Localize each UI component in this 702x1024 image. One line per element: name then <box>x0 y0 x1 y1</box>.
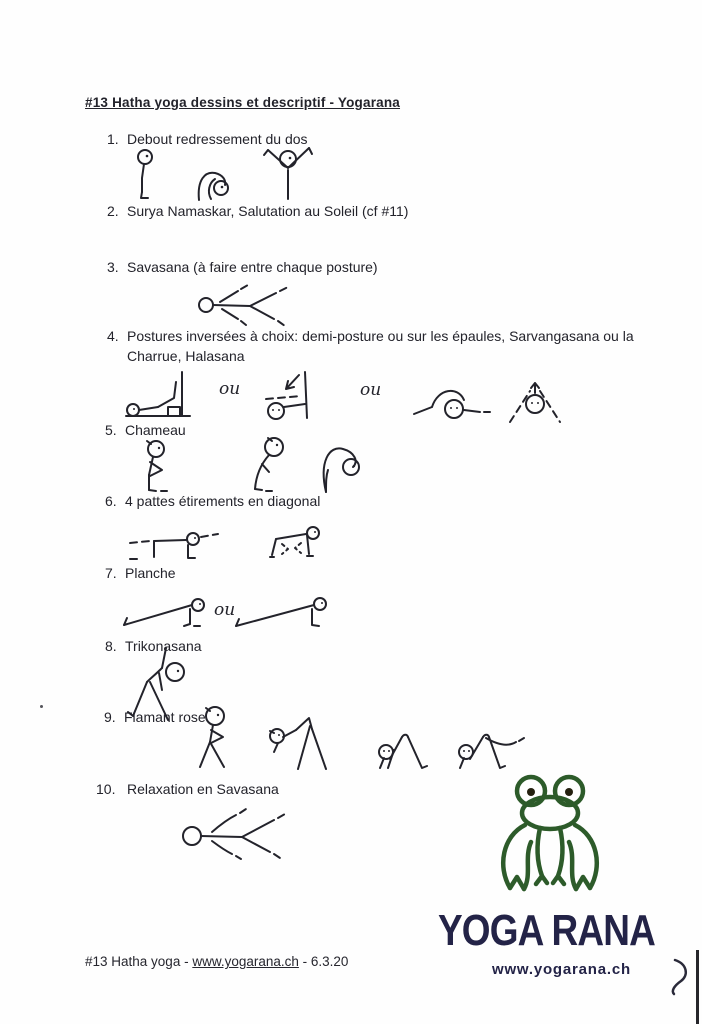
item-text: Trikonasana <box>125 638 202 654</box>
document-title: #13 Hatha yoga dessins et descriptif - Yogarana <box>85 95 401 110</box>
savasana-pose-figure <box>182 806 286 864</box>
full-camel-pose-figure <box>316 440 362 494</box>
item-text: Flamant rose <box>124 709 206 725</box>
item-text: Savasana (à faire entre chaque posture) <box>127 259 378 275</box>
kneel-lean-back-pose-figure <box>236 436 280 494</box>
pen-mark-artifact <box>668 956 694 996</box>
item-number: 1. <box>107 131 119 147</box>
shoulder-stand-pose-figure <box>263 370 313 420</box>
plank-pose-figure <box>122 598 208 630</box>
scan-edge-line <box>696 950 699 1024</box>
item-text: Chameau <box>125 422 186 438</box>
item-number: 10. <box>96 781 116 797</box>
item-number: 9. <box>104 709 116 725</box>
kneeling-pose-figure <box>136 438 182 494</box>
forward-fold-pose-figure <box>196 168 236 202</box>
handwritten-ou: ou <box>219 379 241 399</box>
item-number: 2. <box>107 203 119 219</box>
item-number: 5. <box>105 422 117 438</box>
list-item-3 <box>107 257 378 277</box>
inverted-v-pose-figure <box>506 380 564 424</box>
footer-suffix: - 6.3.20 <box>298 954 349 969</box>
item-number: 6. <box>105 493 117 509</box>
standing-pose-figure <box>132 148 162 200</box>
list-item-6 <box>105 491 320 511</box>
item-text: Debout redressement du dos <box>127 131 308 147</box>
item-number: 8. <box>105 638 117 654</box>
all-fours-bent-pose-figure <box>268 524 326 562</box>
footer-line <box>85 954 348 969</box>
scan-dot-artifact <box>40 705 43 708</box>
arms-raised-pose-figure <box>262 146 314 200</box>
list-item-5 <box>105 420 186 440</box>
footer-link[interactable]: www.yogarana.ch <box>192 954 299 969</box>
item-number: 3. <box>107 259 119 275</box>
list-item-7 <box>105 563 176 583</box>
item-number: 7. <box>105 565 117 581</box>
logo-wordmark: YOGA RANA <box>438 906 655 955</box>
legs-up-wall-pose-figure <box>124 370 192 420</box>
handwritten-ou: ou <box>214 600 236 620</box>
standing-pose-figure <box>196 704 238 770</box>
item-text: Relaxation en Savasana <box>127 781 279 797</box>
plank-variant-pose-figure <box>232 596 330 630</box>
item-text: Planche <box>125 565 176 581</box>
item-number: 4. <box>107 328 119 344</box>
list-item-10 <box>96 779 279 799</box>
triangle-pose-figure <box>126 646 194 724</box>
plough-pose-figure <box>412 384 490 422</box>
handwritten-ou: ou <box>360 380 382 400</box>
all-fours-extended-pose-figure <box>128 528 224 564</box>
frog-logo <box>495 770 607 904</box>
footer-prefix: #13 Hatha yoga - <box>85 954 193 969</box>
logo-url: www.yogarana.ch <box>492 961 631 978</box>
item-text: Postures inversées à choix: demi-posture ou sur les épaules, Sarvangasana ou la Charrue, Halasana <box>127 328 634 364</box>
down-dog-leg-lift-pose-figure <box>456 728 524 772</box>
down-dog-pose-figure <box>376 728 430 772</box>
list-item-4 <box>107 326 635 366</box>
item-text: Surya Namaskar, Salutation au Soleil (cf #11) <box>127 203 409 219</box>
savasana-pose-figure <box>198 282 298 328</box>
item-text: 4 pattes étirements en diagonal <box>125 493 321 509</box>
half-bend-leg-up-pose-figure <box>266 714 334 772</box>
list-item-2 <box>107 201 408 221</box>
